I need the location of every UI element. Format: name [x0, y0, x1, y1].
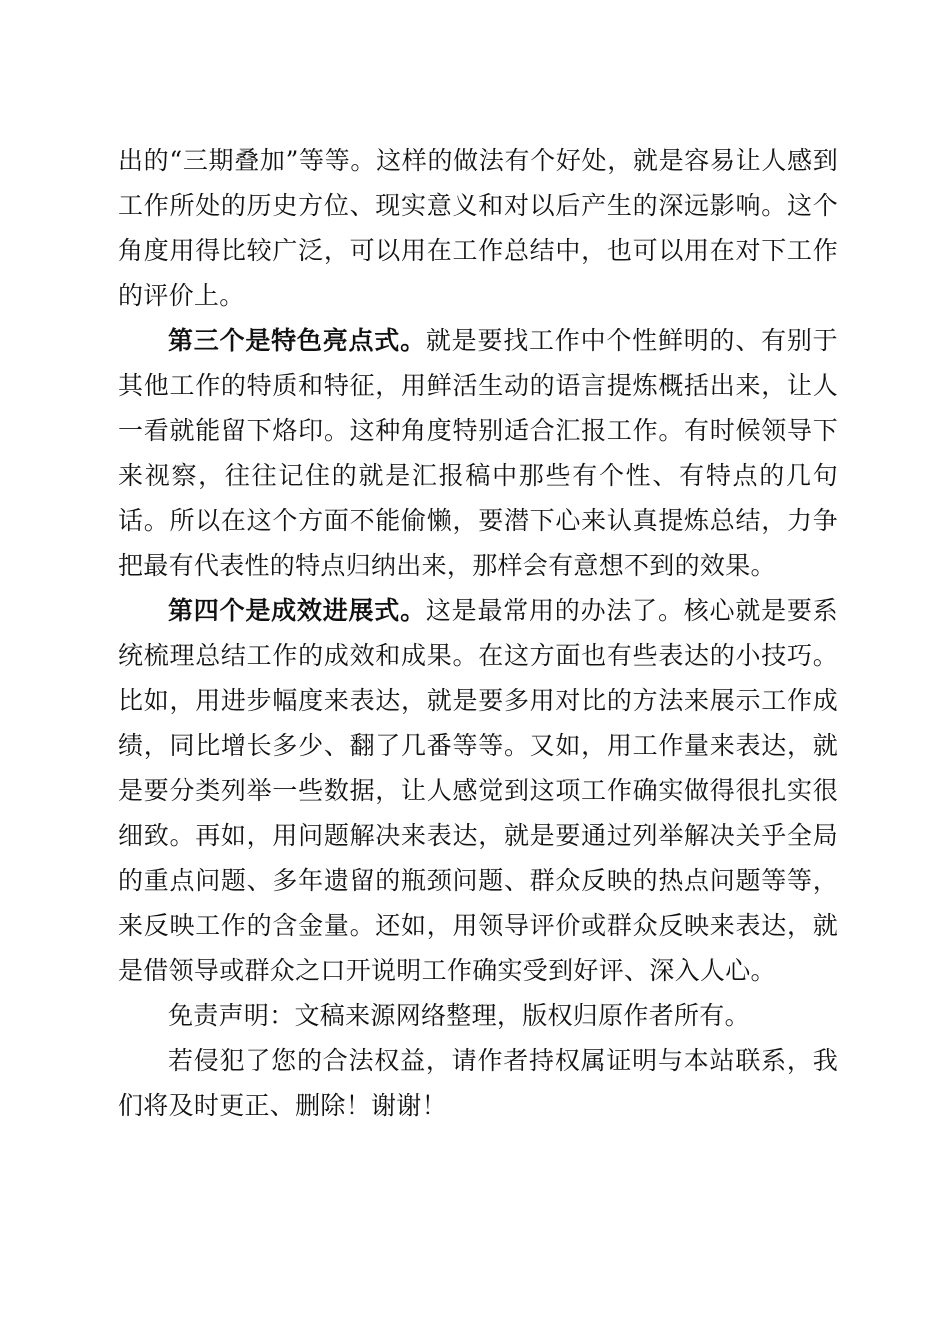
paragraph-continuation — [118, 138, 838, 318]
document-page — [118, 138, 838, 1128]
disclaimer-line-2: 若侵犯了您的合法权益，请作者持权属证明与本站联系，我们将及时更正、删除！谢谢！ — [118, 1046, 838, 1120]
paragraph-lead-heading: 第四个是成效进展式。 — [168, 596, 426, 625]
disclaimer-line-1: 免责声明：文稿来源网络整理，版权归原作者所有。 — [168, 1001, 750, 1030]
paragraph-lead-heading: 第三个是特色亮点式。 — [168, 326, 426, 355]
paragraph-text: 这是最常用的办法了。核心就是要系统梳理总结工作的成效和成果。在这方面也有些表达的小技巧。比如，用进步幅度来表达，就是要多用对比的方法来展示工作成绩，同比增长多少、翻了几番等等。又如，用工作量来表达，就是要分类列举一些数据，让人感觉到这项工作确实做得很扎实很细致。再如，用问题解决来表达，就是要通过列举解决关乎全局的重点问题、多年遗留的瓶颈问题、群众反映的热点问题等等，来反映工作的含金量。还如，用领导评价或群众反映来表达，就是借领导或群众之口开说明工作确实受到好评、深入人心。 — [118, 596, 838, 985]
paragraph-text: 出的“三期叠加”等等。这样的做法有个好处，就是容易让人感到工作所处的历史方位、现实意义和对以后产生的深远影响。这个角度用得比较广泛，可以用在工作总结中，也可以用在对下工作的评价上。 — [118, 146, 838, 310]
paragraph-text: 就是要找工作中个性鲜明的、有别于其他工作的特质和特征，用鲜活生动的语言提炼概括出来，让人一看就能留下烙印。这种角度特别适合汇报工作。有时候领导下来视察，往往记住的就是汇报稿中那些有个性、有特点的几句话。所以在这个方面不能偷懒，要潜下心来认真提炼总结，力争把最有代表性的特点归纳出来，那样会有意想不到的效果。 — [118, 326, 838, 580]
paragraph-results-progress — [118, 588, 838, 993]
paragraph-feature-highlight — [118, 318, 838, 588]
